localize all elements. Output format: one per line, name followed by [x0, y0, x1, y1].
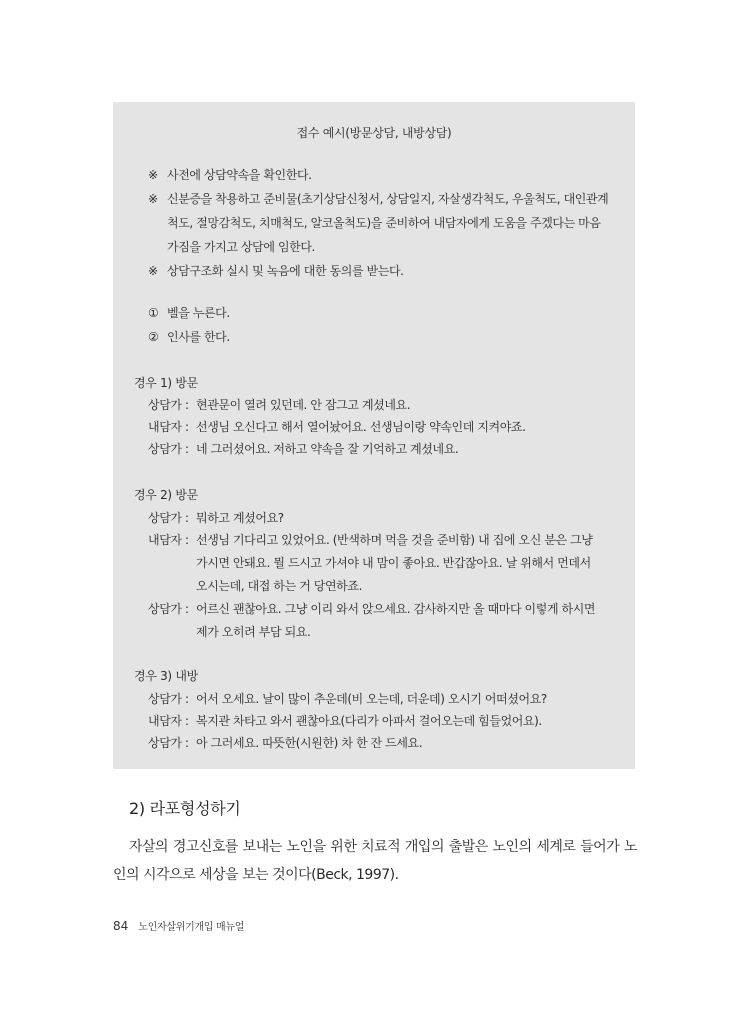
step-mark: ② [148, 330, 159, 344]
dialogue-text: 선생님 오신다고 해서 열어놨어요. 선생님이랑 약속인데 지켜야죠. [196, 420, 526, 434]
speaker: 내담자 : [148, 714, 189, 728]
footer-title: 노인자살위기개입 매뉴얼 [138, 922, 245, 933]
speaker: 상담가 : [148, 602, 189, 616]
note-text: 상담구조화 실시 및 녹음에 대한 동의를 받는다. [167, 264, 404, 278]
note-mark: ※ [148, 168, 159, 182]
example-box [113, 102, 635, 769]
dialogue-text: 선생님 기다리고 있었어요. (반색하며 먹을 것을 준비함) 내 집에 오신 분은 그냥 [196, 533, 593, 547]
note-text: 신분증을 착용하고 준비물(초기상담신청서, 상담일지, 자살생각척도, 우울척도, 대인관계 [167, 192, 609, 206]
dialogue-text: 뭐하고 계셨어요? [196, 511, 284, 525]
dialogue-text: 어르신 괜찮아요. 그냥 이리 와서 앉으세요. 감사하지만 올 때마다 이렇게 하시면 [196, 602, 596, 616]
speaker: 상담가 : [148, 442, 189, 456]
case-label: 경우 1) 방문 [134, 376, 198, 390]
speaker: 내담자 : [148, 420, 189, 434]
speaker: 상담가 : [148, 736, 189, 750]
note-text: 가짐을 가지고 상담에 임한다. [167, 240, 315, 254]
section-heading: 2) 라포형성하기 [129, 799, 241, 818]
body-paragraph: 자살의 경고신호를 보내는 노인을 위한 치료적 개입의 출발은 노인의 세계로 들어가 노인의 시각으로 세상을 보는 것이다(Beck, 1997). [113, 839, 637, 883]
dialogue-text: 오시는데, 대접 하는 거 당연하죠. [196, 579, 362, 593]
note-mark: ※ [148, 192, 159, 206]
speaker: 상담가 : [148, 511, 189, 525]
page-number: 84 [113, 919, 129, 933]
speaker: 상담가 : [148, 398, 189, 412]
note-text: 사전에 상담약속을 확인한다. [167, 168, 312, 182]
speaker: 내담자 : [148, 533, 189, 547]
note-mark: ※ [148, 264, 159, 278]
dialogue-text: 제가 오히려 부담 되요. [196, 625, 311, 639]
speaker: 상담가 : [148, 692, 189, 706]
case-label: 경우 2) 방문 [134, 488, 198, 502]
dialogue-text: 네 그러셨어요. 저하고 약속을 잘 기억하고 계셨네요. [196, 442, 459, 456]
box-title: 접수 예시(방문상담, 내방상담) [296, 126, 452, 140]
case-label: 경우 3) 내방 [134, 669, 198, 683]
note-text: 척도, 절망감척도, 치매척도, 알코올척도)을 준비하여 내담자에게 도움을 주겠다는 마음 [167, 216, 601, 230]
step-mark: ① [148, 306, 159, 320]
dialogue-text: 복지관 차타고 와서 괜찮아요(다리가 아파서 걸어오는데 힘들었어요). [196, 714, 542, 728]
dialogue-text: 현관문이 열려 있던데. 안 잠그고 계셨네요. [196, 398, 411, 412]
dialogue-text: 가시면 안돼요. 뭘 드시고 가셔야 내 맘이 좋아요. 반갑잖아요. 날 위해서 먼데서 [196, 556, 591, 570]
dialogue-text: 어서 오세요. 날이 많이 추운데(비 오는데, 더운데) 오시기 어떠셨어요? [196, 692, 547, 706]
dialogue-text: 아 그러세요. 따뜻한(시원한) 차 한 잔 드세요. [196, 736, 423, 750]
page-footer [113, 918, 244, 933]
step-text: 벨을 누른다. [167, 306, 230, 320]
step-text: 인사를 한다. [167, 330, 230, 344]
